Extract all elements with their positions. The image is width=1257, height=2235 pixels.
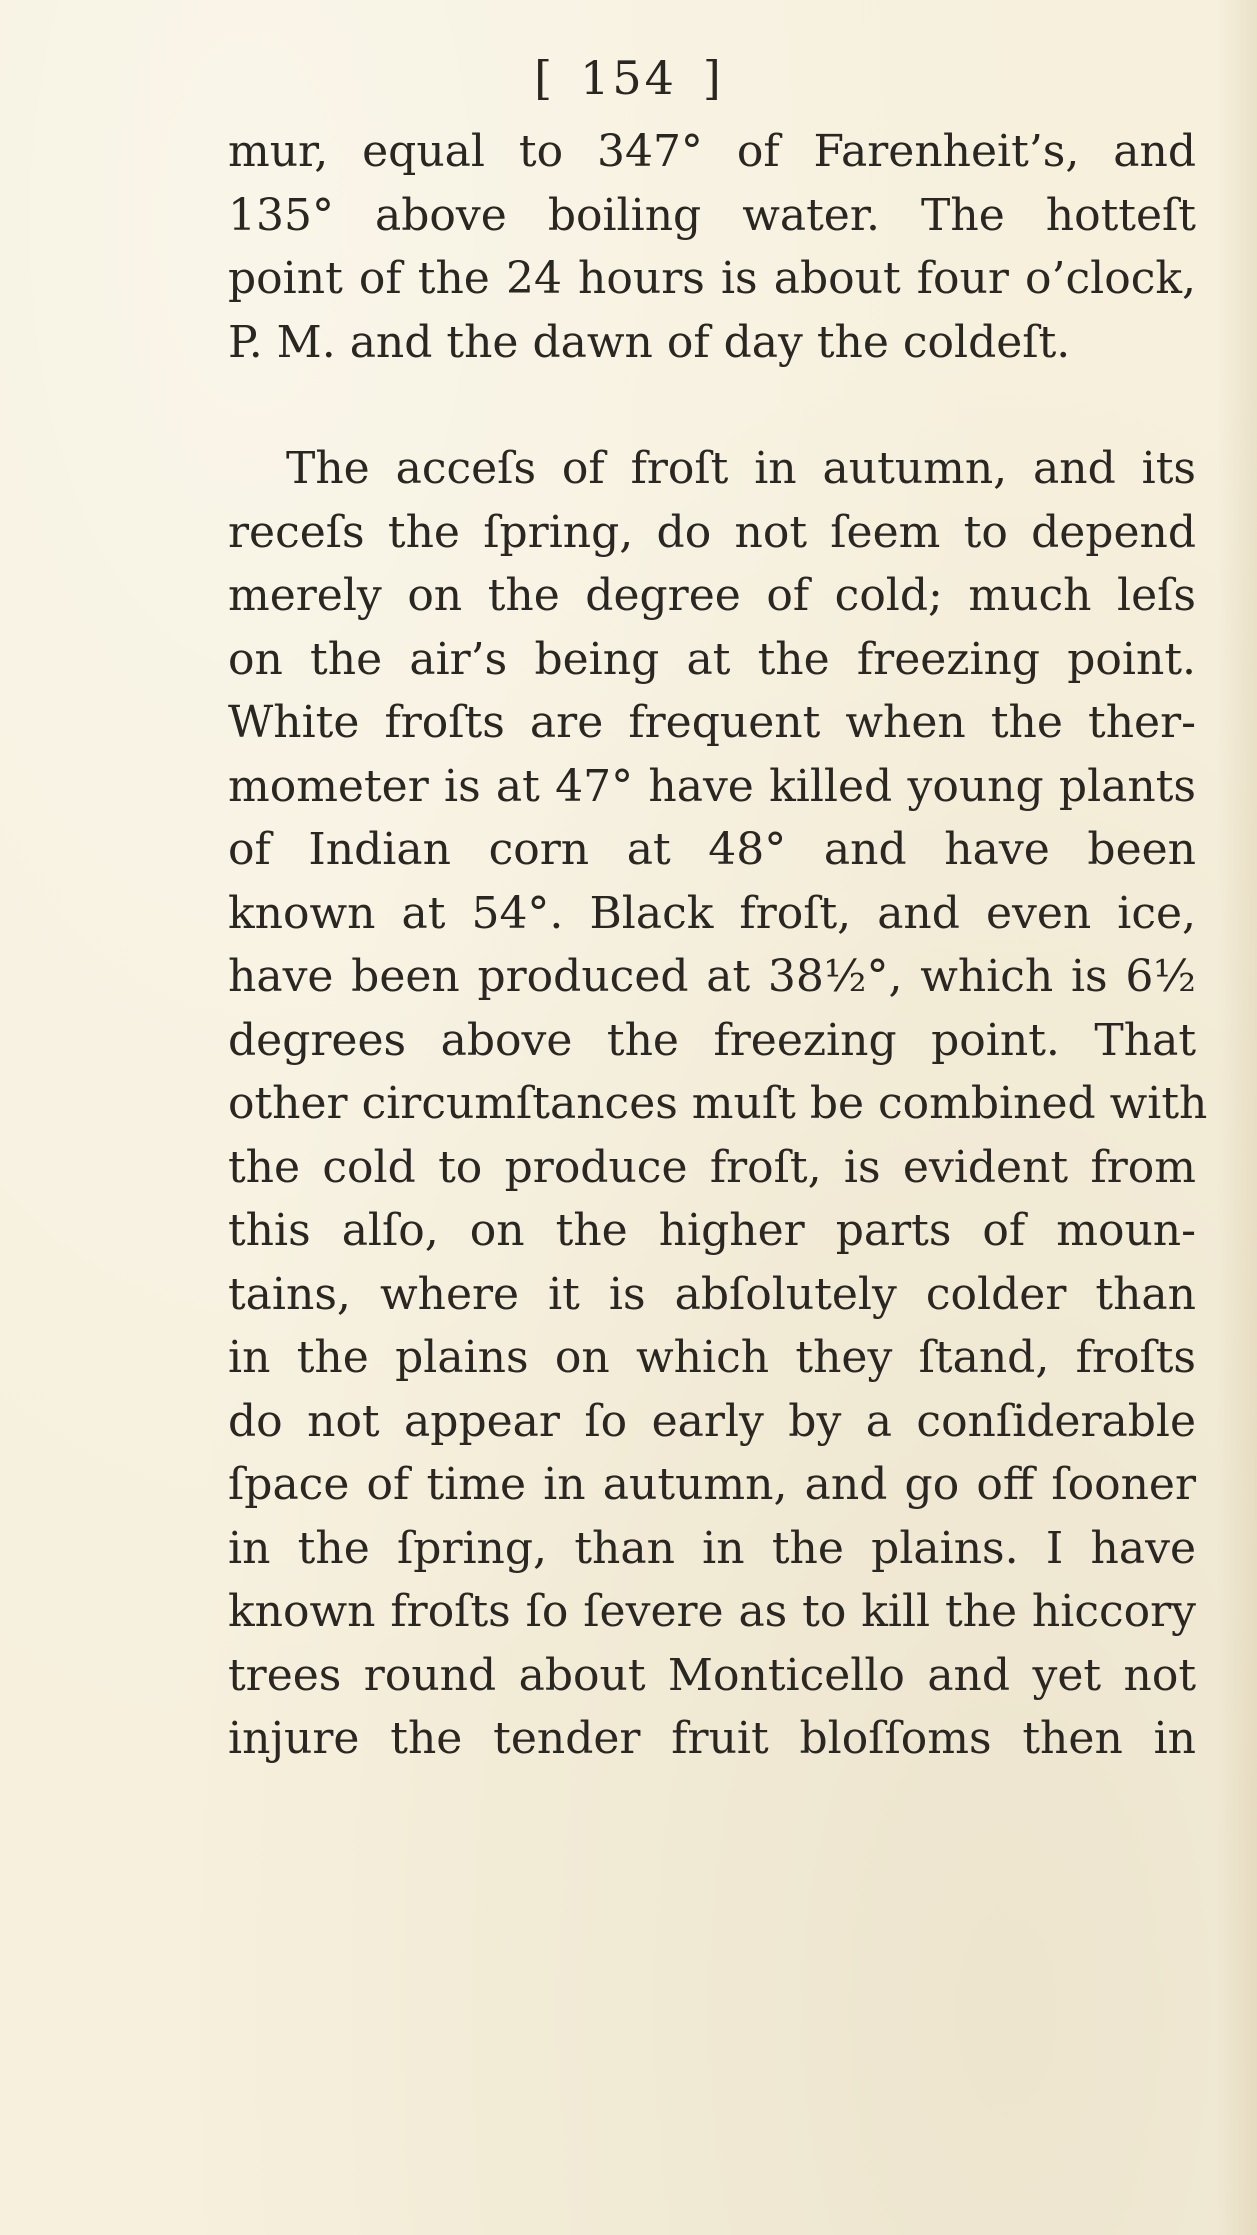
- text-line: tains, where it is abſolutely colder than: [228, 1268, 1196, 1320]
- text-line: receſs the ſpring, do not ſeem to depend: [228, 506, 1196, 558]
- text-line: trees round about Monticello and yet not: [228, 1649, 1196, 1701]
- text-line: The acceſs of froſt in autumn, and its: [286, 443, 1196, 494]
- text-line: have been produced at 38½°, which is 6½: [228, 951, 1196, 1002]
- page-edge-shading: [1217, 0, 1257, 2235]
- text-line: injure the tender fruit bloſſoms then in: [228, 1713, 1196, 1764]
- text-line: known froſts ſo ſevere as to kill the hiccory: [228, 1586, 1196, 1637]
- running-head: [0, 50, 1257, 106]
- text-line: of Indian corn at 48° and have been: [228, 824, 1196, 875]
- text-line: merely on the degree of cold; much leſs: [228, 570, 1196, 621]
- text-line: in the ſpring, than in the plains. I have: [228, 1522, 1196, 1574]
- text-line: the cold to produce froſt, is evident from: [228, 1141, 1196, 1193]
- open-bracket: [: [534, 51, 555, 105]
- text-line: P. M. and the dawn of day the coldeſt.: [228, 316, 1071, 368]
- body-text: [228, 120, 1208, 1771]
- text-line: in the plains on which they ſtand, froſts: [228, 1332, 1196, 1383]
- text-line: other circumſtances muſt be combined with: [228, 1078, 1208, 1129]
- text-line: on the air’s being at the freezing point.: [228, 633, 1196, 685]
- text-line: mometer is at 47° have killed young plants: [228, 760, 1196, 812]
- close-bracket: ]: [702, 51, 723, 105]
- text-line: degrees above the freezing point. That: [228, 1014, 1196, 1066]
- text-line: mur, equal to 347° of Farenheit’s, and: [228, 126, 1196, 177]
- text-line: White froſts are frequent when the ther-: [228, 697, 1196, 748]
- text-line: do not appear ſo early by a conſiderable: [228, 1395, 1196, 1447]
- text-line: this alſo, on the higher parts of moun-: [228, 1205, 1196, 1256]
- text-line: known at 54°. Black froſt, and even ice,: [228, 887, 1196, 939]
- page-number: 154: [580, 51, 677, 105]
- text-line: point of the 24 hours is about four o’clock,: [228, 253, 1196, 304]
- paragraph-frost: [228, 437, 1208, 1771]
- paragraph-gap: [228, 374, 1196, 437]
- paragraph-continuation: [228, 120, 1196, 374]
- text-line: 135° above boiling water. The hotteſt: [228, 189, 1196, 241]
- text-line: ſpace of time in autumn, and go off ſooner: [228, 1459, 1196, 1510]
